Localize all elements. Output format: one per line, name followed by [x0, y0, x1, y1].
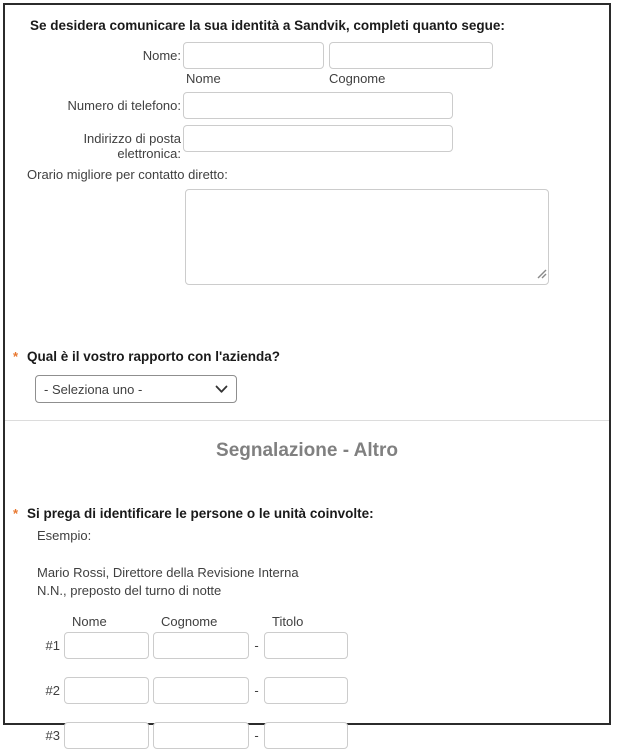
- person-3-titolo-input[interactable]: [264, 722, 348, 749]
- last-name-input[interactable]: [329, 42, 493, 69]
- relationship-select[interactable]: [35, 375, 237, 403]
- person-row-3: [25, 722, 589, 749]
- people-question-label: Si prega di identificare le persone o le unità coinvolte:: [27, 506, 374, 521]
- person-3-nome-input[interactable]: [64, 722, 149, 749]
- relationship-select-value: - Seleziona uno -: [44, 381, 143, 397]
- name-row: [25, 42, 589, 86]
- form-panel: [3, 3, 611, 744]
- relationship-question-label: Qual è il vostro rapporto con l'azienda?: [27, 349, 280, 364]
- person-2-nome-input[interactable]: [64, 677, 149, 704]
- email-row: [25, 125, 589, 161]
- name-label: Nome:: [142, 48, 181, 63]
- email-label: Indirizzo di posta elettronica:: [83, 131, 181, 161]
- row-index-label: #1: [45, 638, 60, 654]
- first-name-input[interactable]: [183, 42, 324, 69]
- example-text: [37, 564, 589, 599]
- header-titolo: Titolo: [272, 614, 304, 630]
- person-1-titolo-input[interactable]: [264, 632, 348, 659]
- last-name-sublabel: Cognome: [329, 71, 386, 86]
- separator-dash: -: [254, 683, 259, 699]
- person-2-cognome-input[interactable]: [153, 677, 249, 704]
- report-section-heading: Segnalazione - Altro: [216, 440, 398, 461]
- example-line-2: N.N., preposto del turno di notte: [37, 582, 222, 598]
- required-asterisk: *: [13, 506, 19, 521]
- people-question: [13, 506, 589, 521]
- required-asterisk: *: [13, 349, 19, 364]
- row-index-label: #2: [45, 683, 60, 699]
- example-line-1: Mario Rossi, Direttore della Revisione Interna: [37, 565, 299, 580]
- chevron-down-icon: [215, 385, 228, 394]
- section-divider: [5, 420, 609, 421]
- phone-input[interactable]: [183, 92, 453, 119]
- phone-label: Numero di telefono:: [67, 98, 181, 113]
- person-row-2: [25, 677, 589, 704]
- email-input[interactable]: [183, 125, 453, 152]
- row-index-label: #3: [45, 728, 60, 744]
- phone-row: [25, 92, 589, 119]
- people-table-header: [72, 614, 589, 629]
- relationship-question: [13, 349, 589, 364]
- person-3-cognome-input[interactable]: [153, 722, 249, 749]
- header-cognome: Cognome: [161, 614, 218, 630]
- person-1-cognome-input[interactable]: [153, 632, 249, 659]
- header-nome: Nome: [72, 614, 107, 630]
- people-table: [25, 614, 589, 749]
- separator-dash: -: [254, 638, 259, 654]
- contact-section-heading: Se desidera comunicare la sua identità a Sandvik, completi quanto segue:: [30, 18, 505, 33]
- separator-dash: -: [254, 728, 259, 744]
- first-name-sublabel: Nome: [186, 71, 221, 86]
- person-2-titolo-input[interactable]: [264, 677, 348, 704]
- person-1-nome-input[interactable]: [64, 632, 149, 659]
- person-row-1: [25, 632, 589, 659]
- best-time-textarea[interactable]: [185, 189, 549, 285]
- best-time-label: Orario migliore per contatto diretto:: [27, 167, 228, 182]
- example-label: Esempio:: [37, 528, 92, 543]
